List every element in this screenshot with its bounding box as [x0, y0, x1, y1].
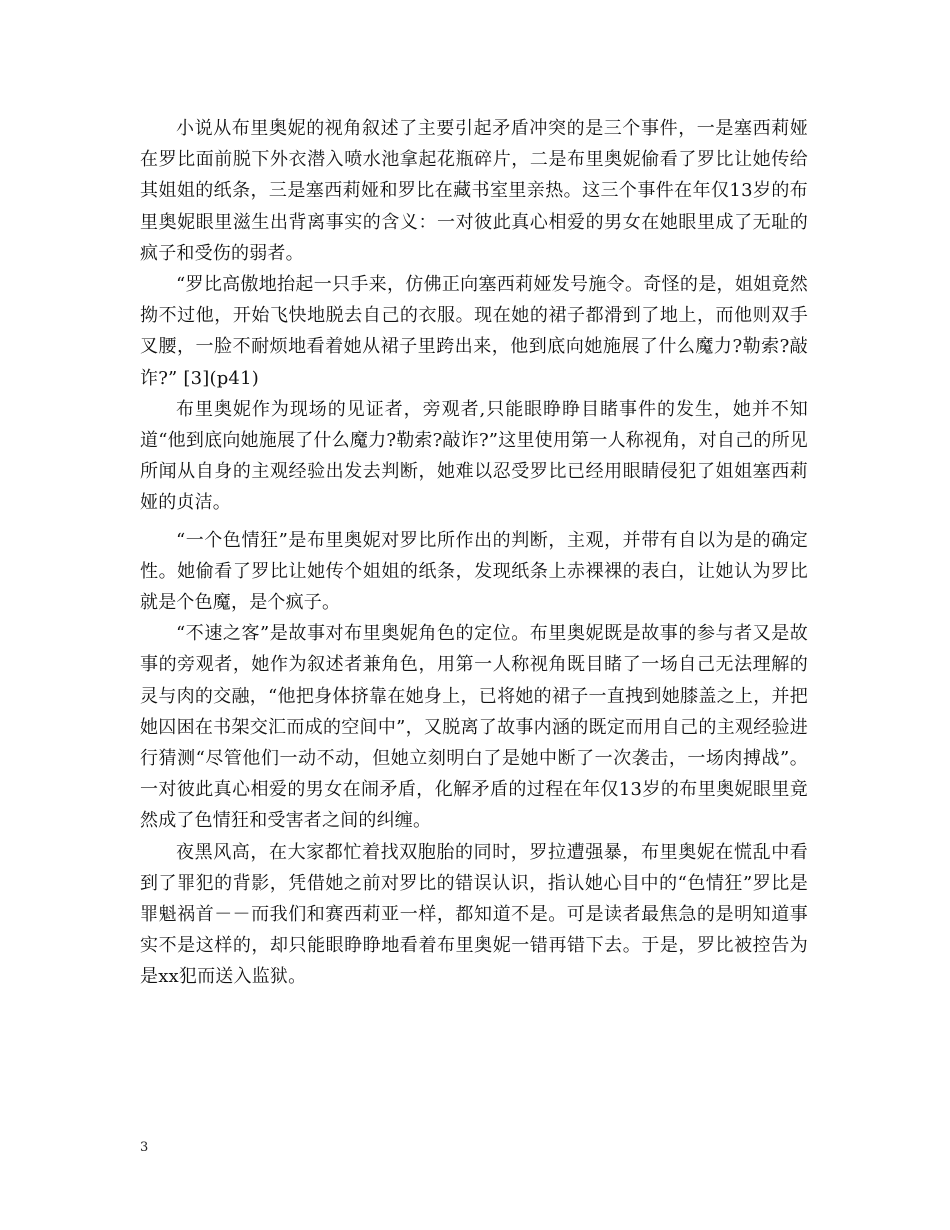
- paragraph-1: 小说从布里奥妮的视角叙述了主要引起矛盾冲突的是三个事件，一是塞西莉娅在罗比面前脱下外衣潜入喷水池拿起花瓶碎片，二是布里奥妮偷看了罗比让她传给其姐姐的纸条，三是塞西莉娅和罗比在藏书室里亲热。这三个事件在年仅13岁的布里奥妮眼里滋生出背离事实的含义：一对彼此真心相爱的男女在她眼里成了无耻的疯子和受伤的弱者。: [140, 118, 808, 264]
- paragraph-5: “不速之客”是故事对布里奥妮角色的定位。布里奥妮既是故事的参与者又是故事的旁观者，她作为叙述者兼角色，用第一人称视角既目睹了一场自己无法理解的灵与肉的交融，“他把身体挤靠在她身上，已将她的裙子一直拽到她膝盖之上，并把她囚困在书架交汇而成的空间中”，又脱离了故事内涵的既定而用自己的主观经验进行猜测“尽管他们一动不动，但她立刻明白了是她中断了一次袭击，一场肉搏战”。一对彼此真心相爱的男女在闹矛盾，化解矛盾的过程在年仅13岁的布里奥妮眼里竟然成了色情狂和受害者之间的纠缠。: [140, 623, 808, 832]
- paragraph-4: “一个色情狂”是布里奥妮对罗比所作出的判断，主观，并带有自以为是的确定性。她偷看了罗比让她传个姐姐的纸条，发现纸条上赤裸裸的表白，让她认为罗比就是个色魔，是个疯子。: [140, 529, 808, 614]
- paragraph-3: 布里奥妮作为现场的见证者，旁观者,只能眼睁睁目睹事件的发生，她并不知道“他到底向她施展了什么魔力?勒索?敲诈?”这里使用第一人称视角，对自己的所见所闻从自身的主观经验出发去判断，她难以忍受罗比已经用眼睛侵犯了姐姐塞西莉娅的贞洁。: [140, 398, 808, 514]
- paragraph-2: “罗比高傲地抬起一只手来，仿佛正向塞西莉娅发号施令。奇怪的是，姐姐竟然拗不过他，开始飞快地脱去自己的衣服。现在她的裙子都滑到了地上，而他则双手叉腰，一脸不耐烦地看着她从裙子里跨出来，他到底向她施展了什么魔力?勒索?敲诈?” [3](p41): [140, 274, 808, 389]
- page-number: 3: [140, 1140, 149, 1155]
- paragraph-6: 夜黑风高，在大家都忙着找双胞胎的同时，罗拉遭强暴，布里奥妮在慌乱中看到了罪犯的背影，凭借她之前对罗比的错误认识，指认她心目中的“色情狂”罗比是罪魁祸首－－而我们和赛西莉亚一样，都知道不是。可是读者最焦急的是明知道事实不是这样的，却只能眼睁睁地看着布里奥妮一错再错下去。于是，罗比被控告为是xx犯而送入监狱。: [140, 841, 808, 988]
- body-text: [140, 113, 808, 993]
